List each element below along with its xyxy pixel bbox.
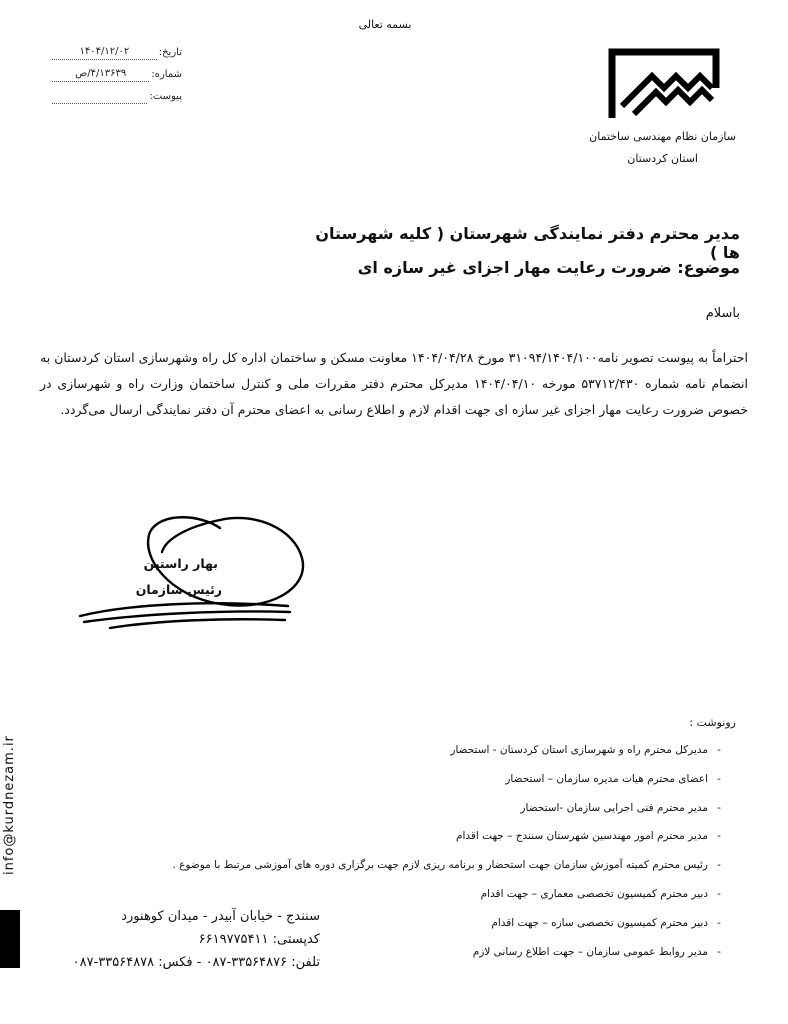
footer-postal-label: کدپستی: [272, 932, 320, 947]
basmala: بسمه تعالی [358, 18, 412, 31]
cc-item-text: مدیر محترم امور مهندسین شهرستان سنندج – جهت اقدام [455, 830, 708, 843]
subject: موضوع: ضرورت رعایت مهار اجزای غیر سازه ای [357, 258, 740, 277]
cc-item-text: مدیر روابط عمومی سازمان – جهت اطلاع رسانی لازم [472, 945, 708, 958]
list-item: - مدیر روابط عمومی سازمان – جهت اطلاع رسانی لازم [130, 942, 730, 971]
org-province: استان کردستان [627, 152, 698, 165]
footer-address: سنندج - خیابان آبیدر - میدان کوهنورد [121, 909, 320, 924]
cc-item-text: اعضای محترم هیات مدیره سازمان – استحضار [505, 772, 708, 785]
org-logo-icon [608, 48, 720, 120]
recipient: مدیر محترم دفتر نمایندگی شهرستان ( کلیه شهرستان ها ) [315, 224, 740, 262]
list-item: - رئیس محترم کمیته آموزش سازمان جهت استحضار و برنامه ریزی لازم جهت برگزاری دوره های آموزشی مرتبط با موضوع . [130, 855, 730, 884]
number-value: ۴/۱۳۶۳۹/ص [52, 67, 149, 82]
cc-item-text: مدیرکل محترم راه و شهرسازی استان کردستان - استحضار [450, 744, 708, 756]
number-row [52, 64, 182, 86]
cc-item-text: دبیر محترم کمیسیون تخصصی معماری – جهت اقدام [480, 887, 708, 900]
date-label: تاریخ: [158, 47, 182, 58]
list-item: - دبیر محترم کمیسیون تخصصی معماری – جهت اقدام [130, 884, 730, 913]
list-item: - مدیر محترم فنی اجرایی سازمان -استحضار [130, 798, 730, 827]
signer-name: بهار راستین [143, 556, 218, 571]
list-item: - مدیر محترم امور مهندسین شهرستان سنندج – جهت اقدام [130, 826, 730, 855]
attachment-value [52, 89, 147, 104]
cc-list [130, 740, 730, 970]
footer-phone: تلفن: ۳۳۵۶۴۸۷۶-۰۸۷ - فکس: ۳۳۵۶۴۸۷۸-۰۸۷ [72, 955, 320, 970]
footer-postal-code: ۶۶۱۹۷۷۵۴۱۱ [198, 932, 269, 947]
footer-email: info@kurdnezam.ir [2, 735, 17, 875]
org-name: سازمان نظام مهندسی ساختمان [589, 130, 736, 143]
cc-item-text: مدیر محترم فنی اجرایی سازمان -استحضار [520, 801, 708, 814]
cc-title: رونوشت : [689, 716, 736, 729]
letter-body: احتراماً به پیوست تصویر نامه۳۱۰۹۴/۱۴۰۴/۱۰۰ مورخ ۱۴۰۴/۰۴/۲۸ معاونت مسکن و ساختمان اداره کل راه وشهرسازی استان کردستان به انضمام نامه شماره ۵۳۷۱۲/۴۳۰ مورخه ۱۴۰۴/۰۴/۱۰ مدیرکل محترم دفتر مقررات ملی و کنترل ساختمان وزارت راه و شهرسازی در خصوص ضرورت رعایت مهار اجزای غیر سازه ای جهت اقدام لازم و اطلاع رسانی به اعضای محترم آن دفتر نمایندگی ارسال می‌گردد. [40, 350, 749, 417]
signature-scribble [70, 508, 310, 638]
greeting: باسلام [705, 306, 740, 321]
letter-meta [52, 42, 182, 108]
footer-black-bar [0, 910, 20, 968]
number-label: شماره: [151, 69, 182, 80]
attachment-label: پیوست: [149, 91, 182, 102]
list-item: - دبیر محترم کمیسیون تخصصی سازه – جهت اقدام [130, 913, 730, 942]
date-row [52, 42, 182, 64]
list-item: - مدیرکل محترم راه و شهرسازی استان کردستان - استحضار [130, 740, 730, 769]
cc-item-text: دبیر محترم کمیسیون تخصصی سازه – جهت اقدام [491, 916, 708, 929]
list-item: - اعضای محترم هیات مدیره سازمان – استحضار [130, 769, 730, 798]
attachment-row [52, 86, 182, 108]
signer-title: رئیس سازمان [135, 582, 222, 597]
cc-item-text: رئیس محترم کمیته آموزش سازمان جهت استحضار و برنامه ریزی لازم جهت برگزاری دوره های آموزشی مرتبط با موضوع . [172, 859, 708, 872]
date-value: ۱۴۰۴/۱۲/۰۲ [52, 45, 157, 60]
